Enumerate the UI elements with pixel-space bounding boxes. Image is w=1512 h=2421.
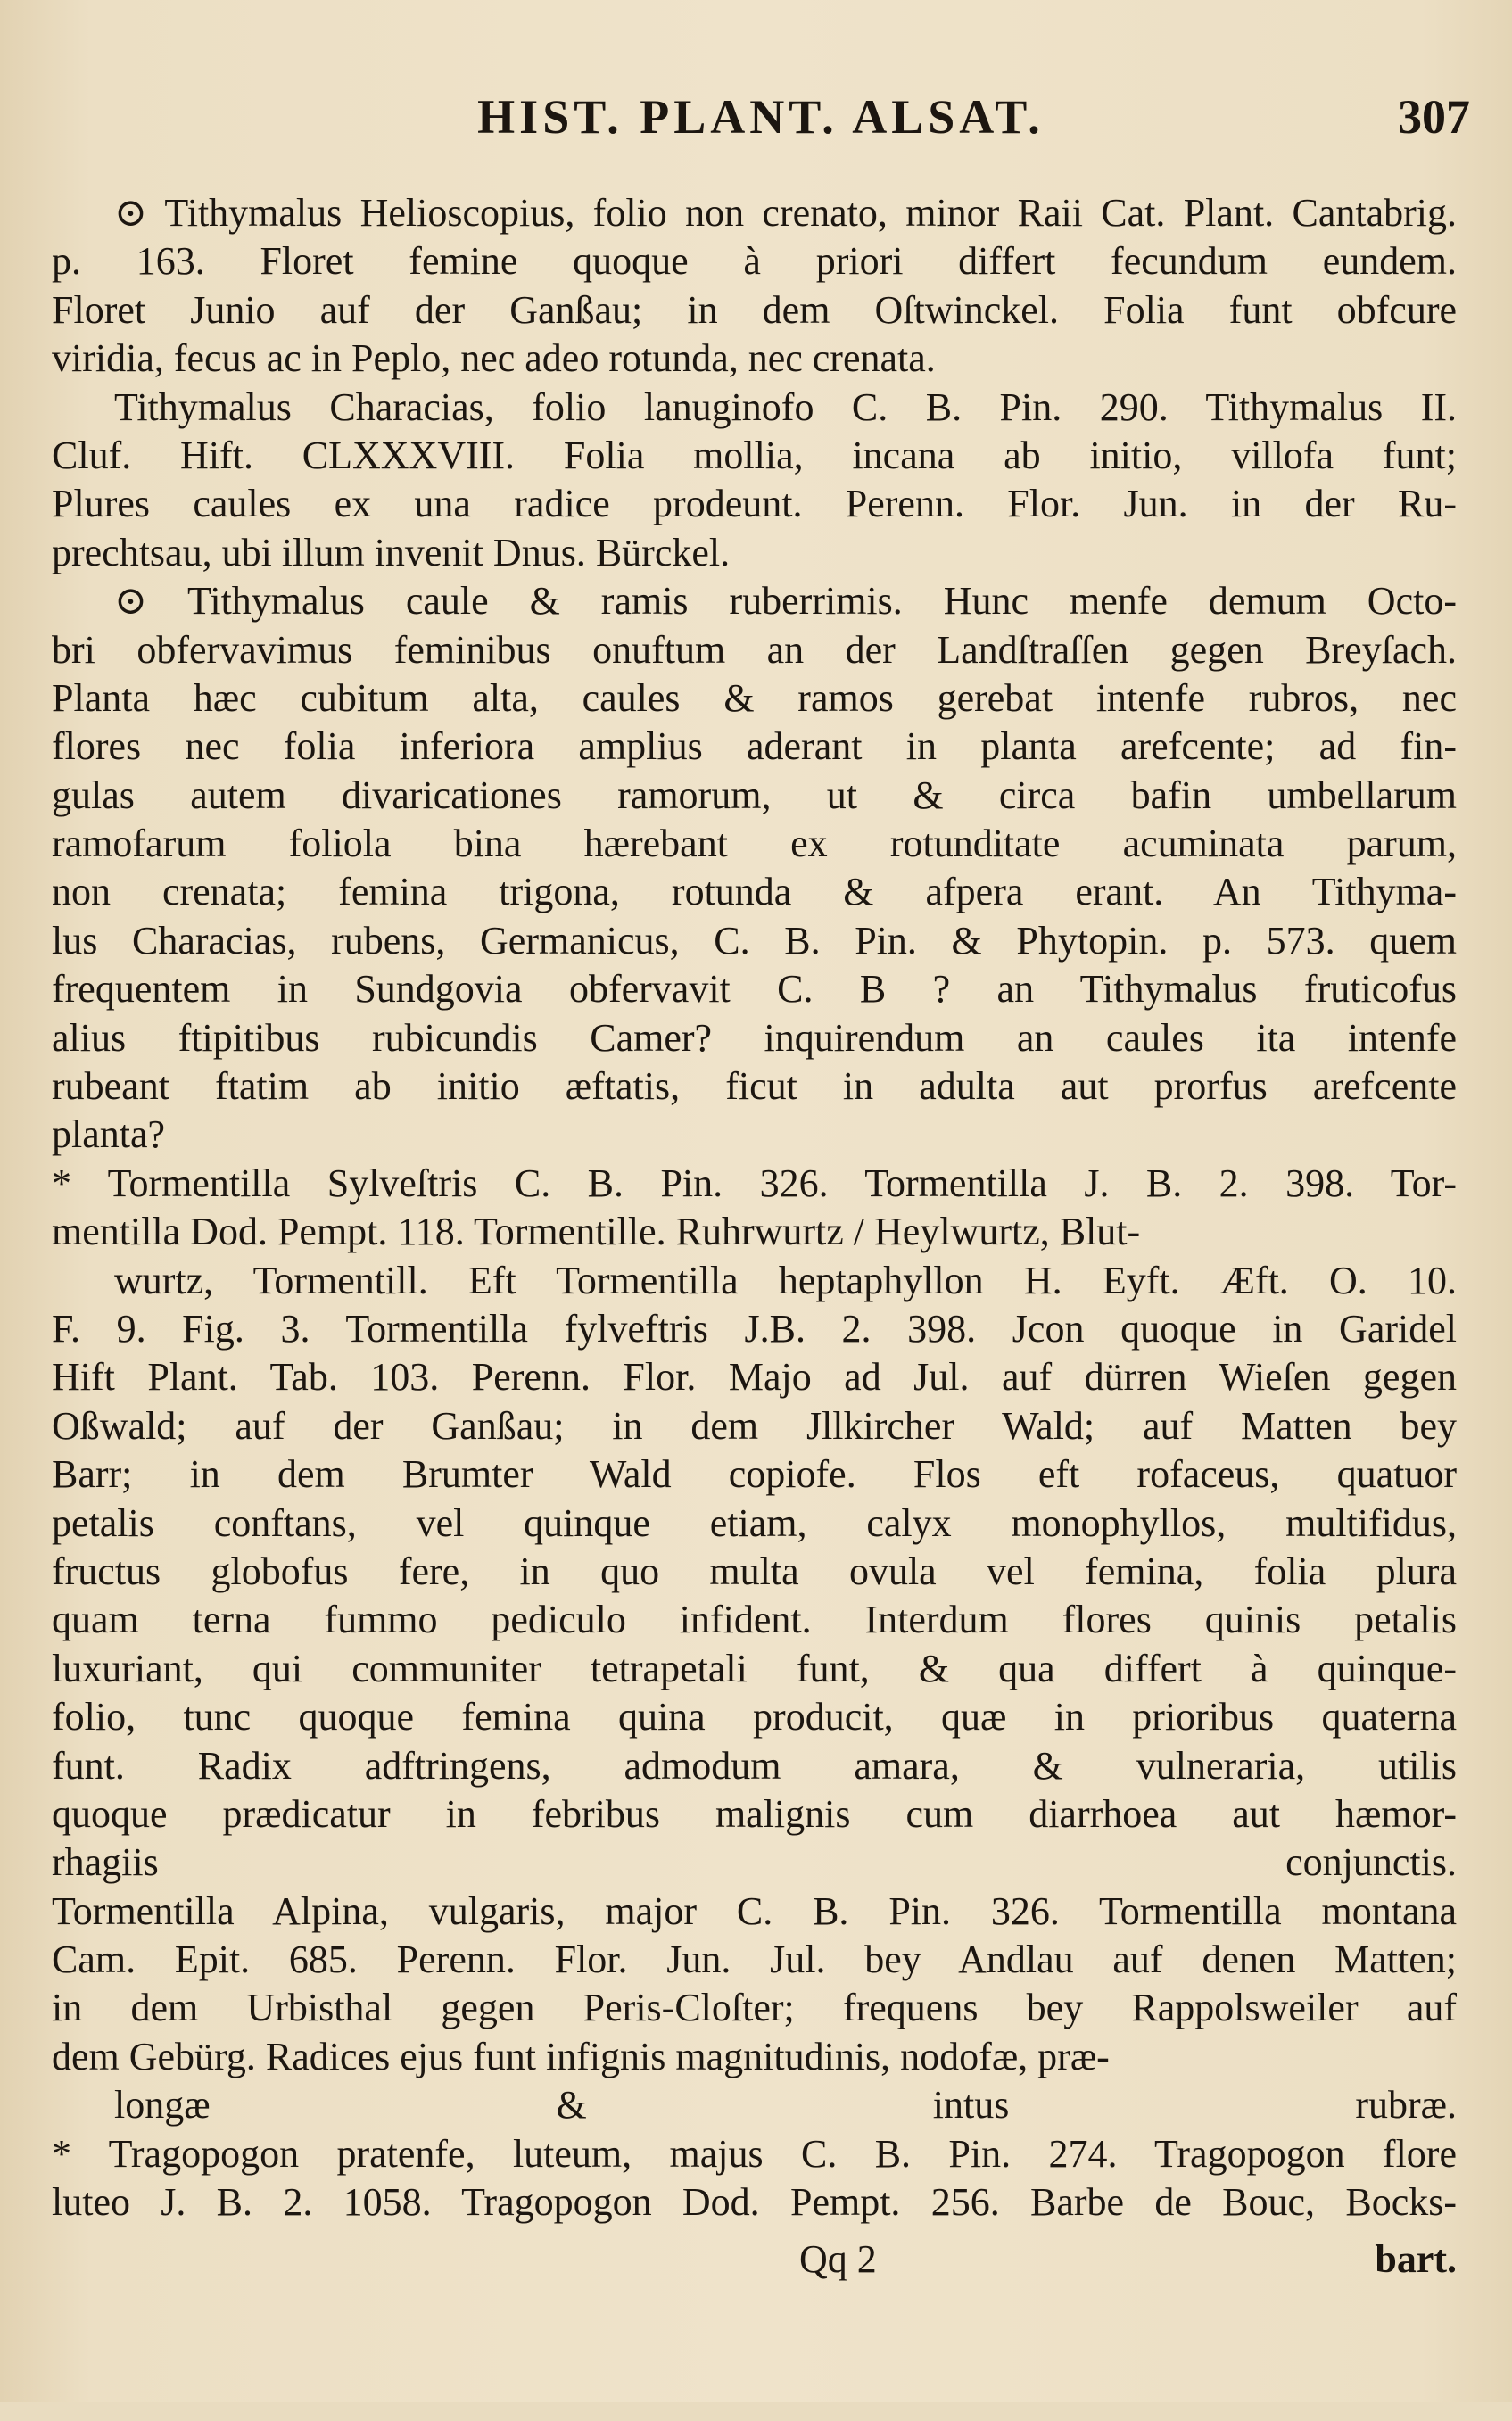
text-line: Barr; in dem Brumter Wald copiofe. Flos eft rofaceus, quatuor bbox=[52, 1452, 1457, 1497]
body-text bbox=[52, 189, 1457, 2421]
text-line: Cam. Epit. 685. Perenn. Flor. Jun. Jul. bey Andlau auf denen Matten; bbox=[52, 1938, 1457, 1982]
text-line: alius ftipitibus rubicundis Camer? inquirendum an caules ita intenfe bbox=[52, 1015, 1457, 1060]
catchword: bart. bbox=[1375, 2237, 1457, 2281]
text-line: Hift Plant. Tab. 103. Perenn. Flor. Majo ad Jul. auf dürren Wieſen gegen bbox=[52, 1355, 1457, 1400]
text-line: quoque prædicatur in febribus malignis cum diarrhoea aut hæmor- bbox=[52, 1791, 1457, 1836]
text-line: prechtsau, ubi illum invenit Dnus. Bürckel. bbox=[52, 530, 731, 574]
text-line: quam terna fummo pediculo infident. Interdum flores quinis petalis bbox=[52, 1598, 1457, 1642]
text-line: folio, tunc quoque femina quina producit, quæ in prioribus quaterna bbox=[52, 1695, 1457, 1739]
text-line: ⊙ Tithymalus caule & ramis ruberrimis. Hunc menfe demum Octo- bbox=[114, 579, 1457, 624]
text-line: Planta hæc cubitum alta, caules & ramos gerebat intenfe rubros, nec bbox=[52, 675, 1457, 720]
text-line: * Tormentilla Sylveſtris C. B. Pin. 326. Tormentilla J. B. 2. 398. Tor- bbox=[52, 1161, 1457, 1205]
text-line: rubeant ftatim ab initio æftatis, ficut in adulta aut prorfus arefcente bbox=[52, 1064, 1457, 1109]
text-line: ⊙ Tithymalus Helioscopius, folio non crenato, minor Raii Cat. Plant. Cantabrig. bbox=[114, 191, 1457, 235]
text-line: in dem Urbisthal gegen Peris-Cloſter; frequens bey Rappolsweiler auf bbox=[52, 1986, 1457, 2030]
text-line: Cluf. Hift. CLXXXVIII. Folia mollia, incana ab initio, villofa funt; bbox=[52, 433, 1457, 477]
text-line: dem Gebürg. Radices ejus funt infignis magnitudinis, nodofæ, præ- bbox=[52, 2034, 1110, 2078]
text-line: bri obfervavimus feminibus onuftum an der Landſtraſſen gegen Breyſach. bbox=[52, 627, 1457, 672]
text-line: non crenata; femina trigona, rotunda & afpera erant. An Tithyma- bbox=[52, 870, 1457, 914]
text-line bbox=[52, 2324, 1457, 2372]
text-line: luteo J. B. 2. 1058. Tragopogon Dod. Pempt. 256. Barbe de Bouc, Bocks- bbox=[52, 2180, 1457, 2225]
page-number: 307 bbox=[1398, 90, 1470, 144]
signature-mark: Qq 2 bbox=[799, 2237, 877, 2281]
text-line: longæ & intus rubræ. bbox=[114, 2083, 1457, 2128]
text-line: Oßwald; auf der Ganßau; in dem Jllkircher Wald; auf Matten bey bbox=[52, 1403, 1457, 1448]
text-line: F. 9. Fig. 3. Tormentilla fylveftris J.B. 2. 398. Jcon quoque in Garidel bbox=[52, 1306, 1457, 1351]
text-line: luxuriant, qui communiter tetrapetali funt, & qua differt à quinque- bbox=[52, 1646, 1457, 1690]
text-line: Tithymalus Characias, folio lanuginofo C. B. Pin. 290. Tithymalus II. bbox=[114, 384, 1457, 429]
text-line: mentilla Dod. Pempt. 118. Tormentille. Ruhrwurtz / Heylwurtz, Blut- bbox=[52, 1210, 1141, 1254]
text-line: flores nec folia inferiora amplius aderant in planta arefcente; ad fin- bbox=[52, 724, 1457, 769]
text-line: Floret Junio auf der Ganßau; in dem Oſtwinckel. Folia funt obfcure bbox=[52, 287, 1457, 332]
text-line: Plures caules ex una radice prodeunt. Perenn. Flor. Jun. in der Ru- bbox=[52, 482, 1457, 526]
page-header bbox=[52, 89, 1470, 152]
text-line: gulas autem divaricationes ramorum, ut & circa bafin umbellarum bbox=[52, 773, 1457, 817]
text-line: ramofarum foliola bina hærebant ex rotunditate acuminata parum, bbox=[52, 822, 1457, 866]
text-line: rhagiis conjunctis. bbox=[52, 1840, 1457, 1885]
text-line: fructus globofus fere, in quo multa ovula vel femina, folia plura bbox=[52, 1549, 1457, 1593]
text-line: * Tragopogon pratenfe, luteum, majus C. B. Pin. 274. Tragopogon flore bbox=[52, 2131, 1457, 2176]
page-footer bbox=[52, 2235, 1457, 2285]
running-title: HIST. PLANT. ALSAT. bbox=[477, 90, 1045, 144]
text-line: frequentem in Sundgovia obfervavit C. B ? an Tithymalus fruticofus bbox=[52, 967, 1457, 1012]
text-line: funt. Radix adftringens, admodum amara, & vulneraria, utilis bbox=[52, 1743, 1457, 1788]
text-line: Tormentilla Alpina, vulgaris, major C. B. Pin. 326. Tormentilla montana bbox=[52, 1888, 1457, 1933]
text-line: petalis conftans, vel quinque etiam, calyx monophyllos, multifidus, bbox=[52, 1500, 1457, 1545]
text-line: wurtz, Tormentill. Eft Tormentilla heptaphyllon H. Eyft. Æft. O. 10. bbox=[114, 1258, 1457, 1302]
text-line: viridia, fecus ac in Peplo, nec adeo rotunda, nec crenata. bbox=[52, 336, 936, 381]
text-line: lus Characias, rubens, Germanicus, C. B. Pin. & Phytopin. p. 573. quem bbox=[52, 918, 1457, 963]
text-line bbox=[52, 2373, 1457, 2421]
text-line: p. 163. Floret femine quoque à priori differt fecundum eundem. bbox=[52, 239, 1457, 284]
text-line: planta? bbox=[52, 1112, 166, 1157]
